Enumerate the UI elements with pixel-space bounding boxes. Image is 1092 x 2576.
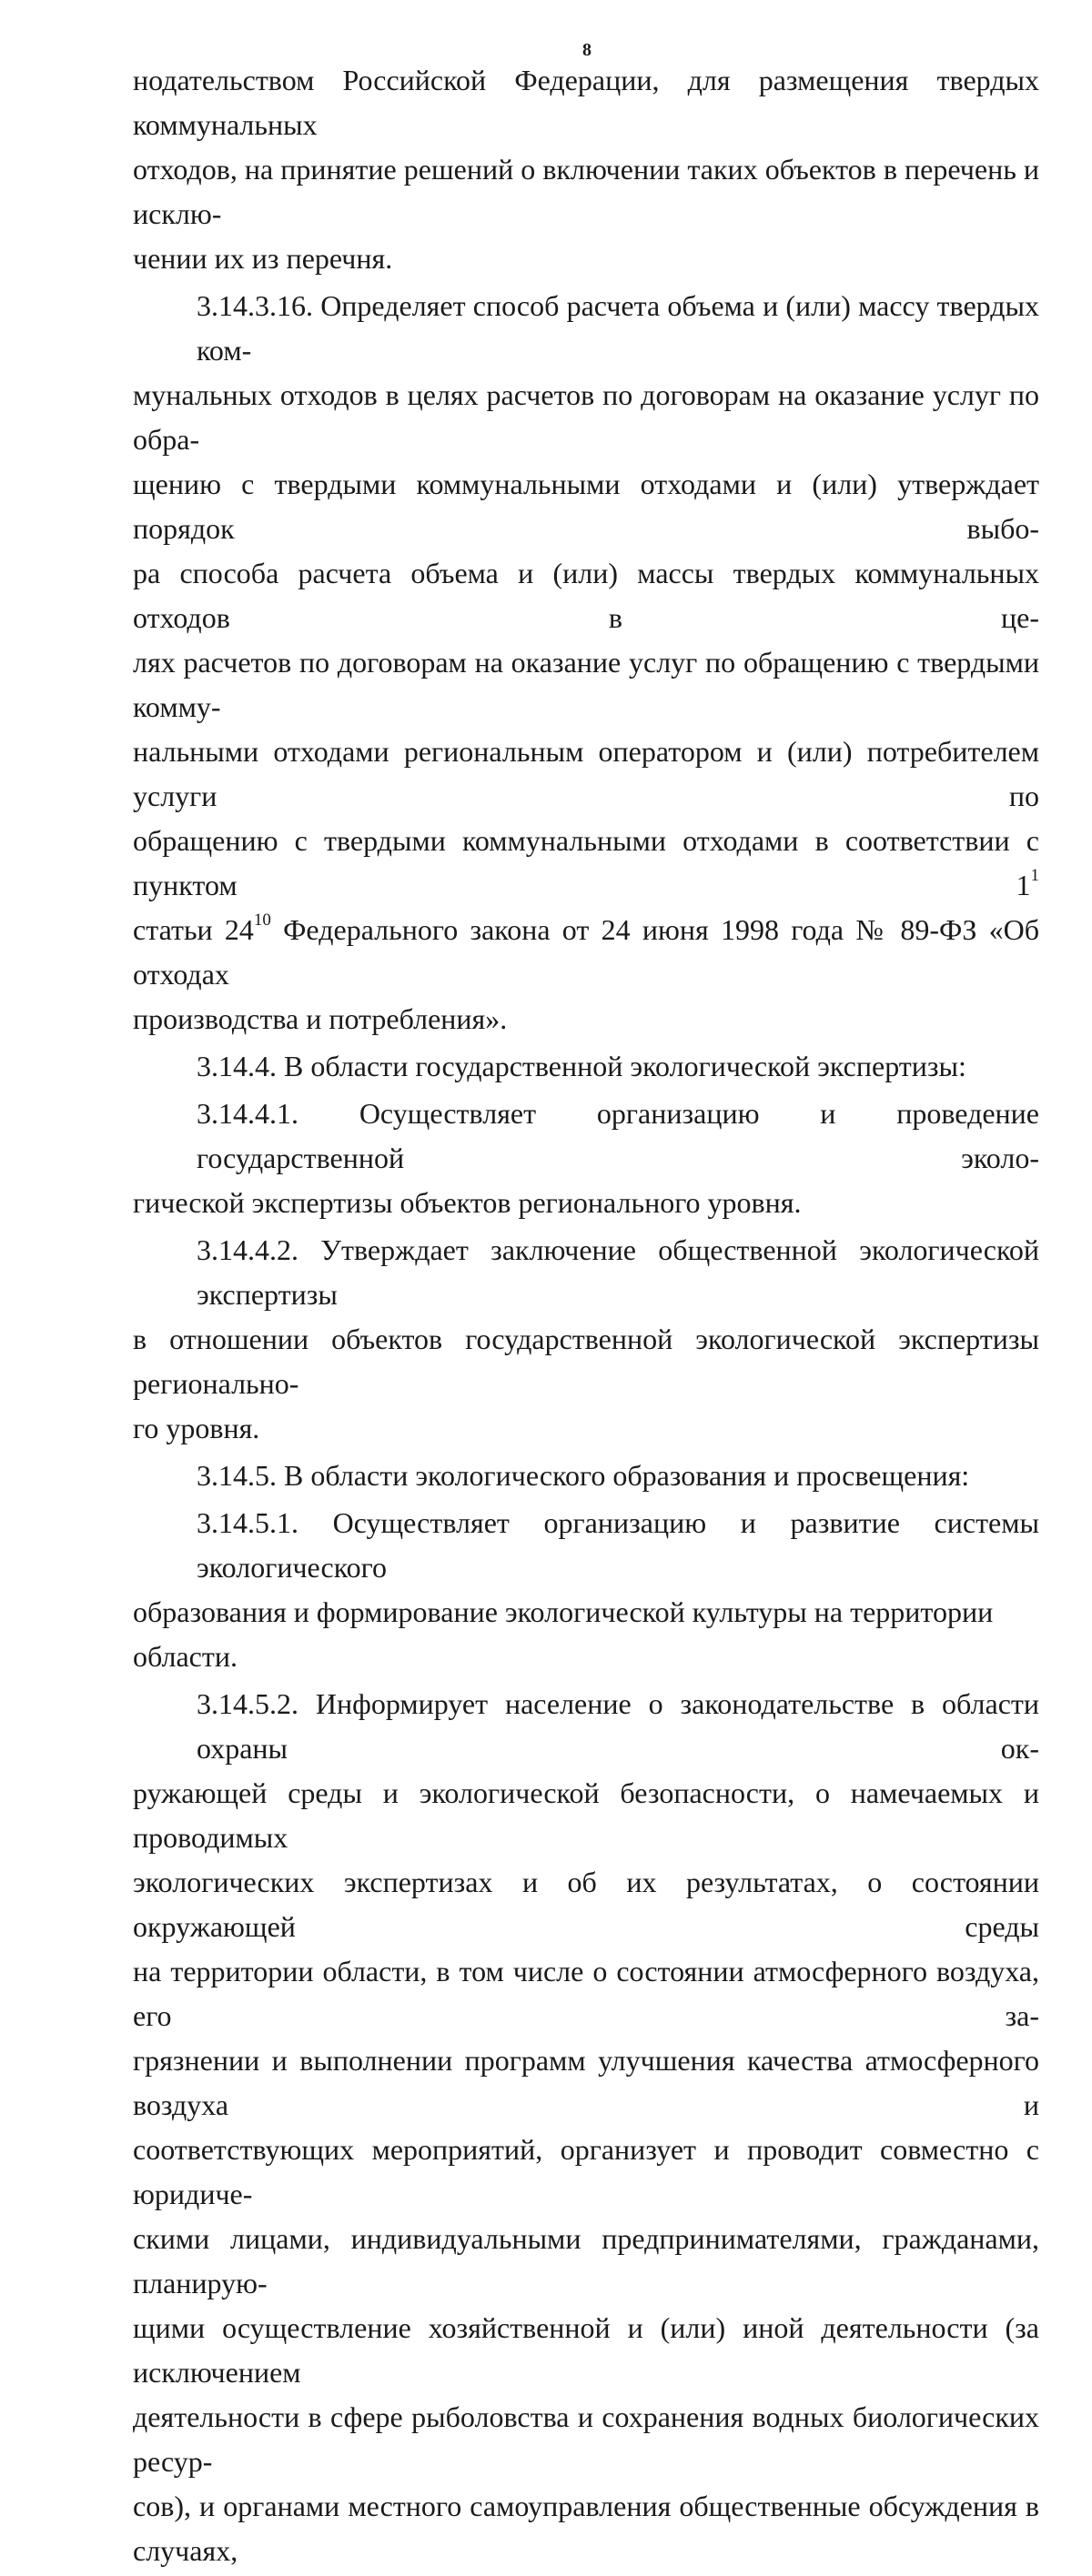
text-line: 3.14.4.1. Осуществляет организацию и проведение государственной эколо- bbox=[197, 1097, 1039, 1174]
document-body bbox=[133, 58, 1039, 2576]
text-line: скими лицами, индивидуальными предпринимателями, гражданами, планирую- bbox=[133, 2222, 1039, 2299]
text-line: деятельности в сфере рыболовства и сохранения водных биологических ресур- bbox=[133, 2400, 1039, 2478]
paragraph-3-14-5 bbox=[133, 1454, 1039, 1498]
superscript: 1 bbox=[1030, 866, 1039, 886]
text-line: производства и потребления». bbox=[133, 1002, 508, 1035]
text-line: нальными отходами региональным оператором и (или) потребителем услуги по bbox=[133, 735, 1039, 812]
text-line: экологических экспертизах и об их результатах, о состоянии окружающей среды bbox=[133, 1866, 1039, 1943]
page-number: 8 bbox=[582, 40, 592, 60]
text-line: 3.14.5. В области экологического образования и просвещения: bbox=[197, 1459, 970, 1492]
paragraph-3-14-3-16 bbox=[133, 284, 1039, 1041]
text-fragment: Федерального закона от 24 июня 1998 года № 89-ФЗ «Об отходах bbox=[133, 913, 1040, 991]
text-line: мунальных отходов в целях расчетов по договорам на оказание услуг по обра- bbox=[133, 378, 1039, 456]
text-line: в отношении объектов государственной экологической экспертизы регионально- bbox=[133, 1323, 1039, 1400]
paragraph-3-14-4 bbox=[133, 1044, 1039, 1089]
text-line: щению с твердыми коммунальными отходами и (или) утверждает порядок выбо- bbox=[133, 468, 1039, 545]
paragraph-3-14-5-1 bbox=[133, 1501, 1039, 1679]
text-line: гической экспертизы объектов регионального уровня. bbox=[133, 1186, 802, 1219]
text-line: ра способа расчета объема и (или) массы твердых коммунальных отходов в це- bbox=[133, 557, 1039, 634]
text-line bbox=[133, 908, 1039, 997]
text-line: образования и формирование экологической культуры на территории области. bbox=[133, 1595, 994, 1673]
text-line: на территории области, в том числе о состоянии атмосферного воздуха, его за- bbox=[133, 1955, 1039, 2032]
text-line bbox=[133, 819, 1039, 908]
text-line: ружающей среды и экологической безопасности, о намечаемых и проводимых bbox=[133, 1776, 1039, 1854]
text-line: 3.14.4. В области государственной экологической экспертизы: bbox=[197, 1050, 966, 1082]
paragraph-3-14-4-1 bbox=[133, 1092, 1039, 1225]
text-line: отходов, на принятие решений о включении таких объектов в перечень и исклю- bbox=[133, 153, 1039, 230]
text-line: 3.14.4.2. Утверждает заключение общественной экологической экспертизы bbox=[197, 1233, 1039, 1311]
text-line: 3.14.5.1. Осуществляет организацию и развитие системы экологического bbox=[197, 1506, 1039, 1584]
text-line: соответствующих мероприятий, организует и проводит совместно с юридиче- bbox=[133, 2133, 1039, 2210]
text-line: щими осуществление хозяйственной и (или) иной деятельности (за исключением bbox=[133, 2311, 1039, 2389]
text-line: 3.14.5.2. Информирует население о законодательстве в области охраны ок- bbox=[197, 1687, 1039, 1765]
paragraph-3-14-5-2 bbox=[133, 1682, 1039, 2573]
paragraph-3-14-4-2 bbox=[133, 1228, 1039, 1451]
text-line: сов), и органами местного самоуправления общественные обсуждения в случаях, bbox=[133, 2490, 1039, 2567]
text-fragment: обращению с твердыми коммунальными отходами в соответствии с пунктом 1 bbox=[133, 824, 1039, 901]
text-line: 3.14.3.16. Определяет способ расчета объема и (или) массу твердых ком- bbox=[197, 289, 1039, 367]
text-fragment: статьи 24 bbox=[133, 913, 254, 946]
text-line: нодательством Российской Федерации, для размещения твердых коммунальных bbox=[133, 64, 1039, 141]
paragraph-continuation bbox=[133, 58, 1039, 281]
superscript: 10 bbox=[253, 911, 271, 931]
text-line: лях расчетов по договорам на оказание услуг по обращению с твердыми комму- bbox=[133, 646, 1039, 723]
text-line: чении их из перечня. bbox=[133, 242, 393, 275]
text-line: грязнении и выполнении программ улучшения качества атмосферного воздуха и bbox=[133, 2044, 1039, 2121]
text-line: го уровня. bbox=[133, 1412, 260, 1444]
